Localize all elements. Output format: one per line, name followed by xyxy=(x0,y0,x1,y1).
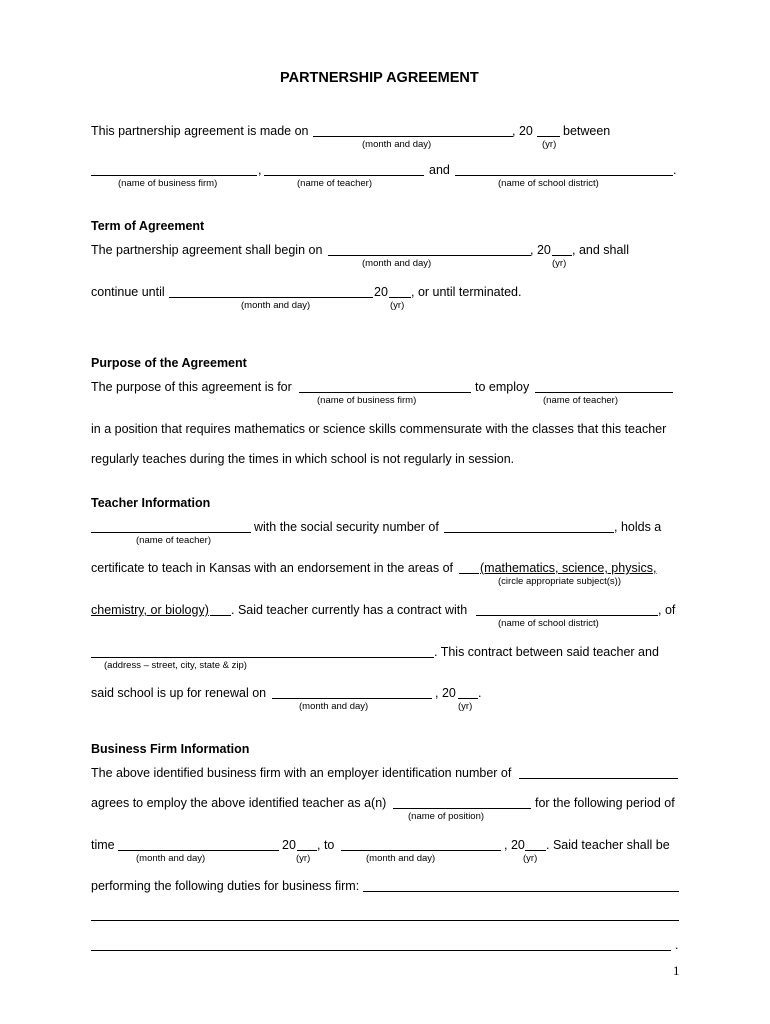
ssn-field[interactable] xyxy=(444,532,614,533)
address-hint: (address – street, city, state & zip) xyxy=(104,660,247,671)
employment-end-date-field[interactable] xyxy=(341,850,501,851)
term-month-day-hint: (month and day) xyxy=(362,258,432,269)
renewal-on-text: said school is up for renewal on xyxy=(91,686,267,700)
end-yr-hint: (yr) xyxy=(523,853,538,864)
end-year-prefix: , 20 xyxy=(504,838,525,852)
renewal-date-field[interactable] xyxy=(272,698,432,699)
subjects-option-a[interactable]: (mathematics, science, physics, xyxy=(480,561,657,575)
intro-teacher-hint: (name of teacher) xyxy=(297,178,372,189)
teacher-holds-text: , holds a xyxy=(614,520,662,534)
intro-yr-hint: (yr) xyxy=(542,139,557,150)
purpose-line-2: regularly teaches during the times in which school is not regularly in session. xyxy=(91,452,515,466)
purpose-teacher-field[interactable] xyxy=(535,392,673,393)
document-title: PARTNERSHIP AGREEMENT xyxy=(280,70,479,86)
ein-field[interactable] xyxy=(519,778,678,779)
begin-date-field[interactable] xyxy=(328,255,531,256)
term-and-shall-text: , and shall xyxy=(572,243,629,257)
employment-end-year-field[interactable] xyxy=(525,850,546,851)
intro-between-text: between xyxy=(563,124,611,138)
purpose-to-employ-text: to employ xyxy=(475,380,530,394)
subjects-option-b[interactable]: chemistry, or biology) xyxy=(91,603,209,617)
start-year-prefix: 20 xyxy=(282,838,296,852)
duties-end-period: . xyxy=(675,938,679,952)
teacher-name-field[interactable] xyxy=(264,175,424,176)
position-hint: (name of position) xyxy=(408,811,485,822)
school-district-name-field[interactable] xyxy=(455,175,673,176)
teacher-heading: Teacher Information xyxy=(91,496,211,510)
term-continue-text: continue until xyxy=(91,285,165,299)
intro-made-on-text: This partnership agreement is made on xyxy=(91,124,309,138)
circle-subjects-hint: (circle appropriate subject(s)) xyxy=(498,576,622,587)
contract-district-hint: (name of school district) xyxy=(498,618,599,629)
renewal-year-field[interactable] xyxy=(458,698,478,699)
agrees-employ-text: agrees to employ the above identified teacher as a(n) xyxy=(91,796,387,810)
intro-comma: , xyxy=(258,163,262,177)
purpose-line-1: in a position that requires mathematics or science skills commensurate with the classes that this teacher xyxy=(91,422,667,436)
purpose-heading: Purpose of the Agreement xyxy=(91,356,247,370)
contract-with-text: . Said teacher currently has a contract with xyxy=(231,603,468,617)
subjects-trailing-blank xyxy=(210,615,231,616)
district-address-field[interactable] xyxy=(91,657,434,658)
intro-district-hint: (name of school district) xyxy=(498,178,599,189)
agreement-year-field[interactable] xyxy=(537,136,560,137)
term-year-prefix: , 20 xyxy=(530,243,551,257)
position-field[interactable] xyxy=(393,808,531,809)
to-text: , to xyxy=(317,838,335,852)
renewal-month-day-hint: (month and day) xyxy=(299,701,369,712)
purpose-business-firm-field[interactable] xyxy=(299,392,471,393)
contract-between-text: . This contract between said teacher and xyxy=(434,645,659,659)
agreement-date-field[interactable] xyxy=(313,136,513,137)
ein-text: The above identified business firm with an employer identification number of xyxy=(91,766,512,780)
duties-field-line-1[interactable] xyxy=(363,891,679,892)
time-text: time xyxy=(91,838,115,852)
subjects-blank xyxy=(459,573,479,574)
teacher-info-name-field[interactable] xyxy=(91,532,251,533)
term-begin-text: The partnership agreement shall begin on xyxy=(91,243,323,257)
contract-district-field[interactable] xyxy=(476,615,658,616)
renewal-period: . xyxy=(478,686,482,700)
renewal-yr-hint: (yr) xyxy=(458,701,473,712)
end-month-day-hint: (month and day) xyxy=(366,853,436,864)
purpose-for-text: The purpose of this agreement is for xyxy=(91,380,292,394)
start-month-day-hint: (month and day) xyxy=(136,853,206,864)
term-until-terminated-text: , or until terminated. xyxy=(411,285,522,299)
intro-business-hint: (name of business firm) xyxy=(118,178,218,189)
term-month-day-hint-2: (month and day) xyxy=(241,300,311,311)
term-heading: Term of Agreement xyxy=(91,219,205,233)
end-year-field[interactable] xyxy=(389,297,411,298)
employment-start-date-field[interactable] xyxy=(118,850,279,851)
term-yr-hint: (yr) xyxy=(552,258,567,269)
intro-month-day-hint: (month and day) xyxy=(362,139,432,150)
duties-text: performing the following duties for business firm: xyxy=(91,879,360,893)
business-heading: Business Firm Information xyxy=(91,742,250,756)
contract-of-text: , of xyxy=(658,603,676,617)
purpose-business-hint: (name of business firm) xyxy=(317,395,417,406)
following-period-text: for the following period of xyxy=(535,796,675,810)
page-number: 1 xyxy=(673,963,680,978)
intro-period: . xyxy=(673,163,677,177)
shall-be-text: . Said teacher shall be xyxy=(546,838,670,852)
intro-year-prefix: , 20 xyxy=(512,124,533,138)
duties-field-line-3[interactable] xyxy=(91,950,671,951)
employment-start-year-field[interactable] xyxy=(297,850,317,851)
term-yr-hint-2: (yr) xyxy=(390,300,405,311)
renewal-year-prefix: , 20 xyxy=(435,686,456,700)
certificate-text: certificate to teach in Kansas with an endorsement in the areas of xyxy=(91,561,454,575)
teacher-ssn-text: with the social security number of xyxy=(254,520,439,534)
begin-year-field[interactable] xyxy=(552,255,572,256)
business-firm-name-field[interactable] xyxy=(91,175,257,176)
duties-field-line-2[interactable] xyxy=(91,920,679,921)
term-year-prefix-2: 20 xyxy=(374,285,388,299)
purpose-teacher-hint: (name of teacher) xyxy=(543,395,618,406)
teacher-name-hint: (name of teacher) xyxy=(136,535,211,546)
start-yr-hint: (yr) xyxy=(296,853,311,864)
intro-and-text: and xyxy=(429,163,450,177)
end-date-field[interactable] xyxy=(169,297,373,298)
